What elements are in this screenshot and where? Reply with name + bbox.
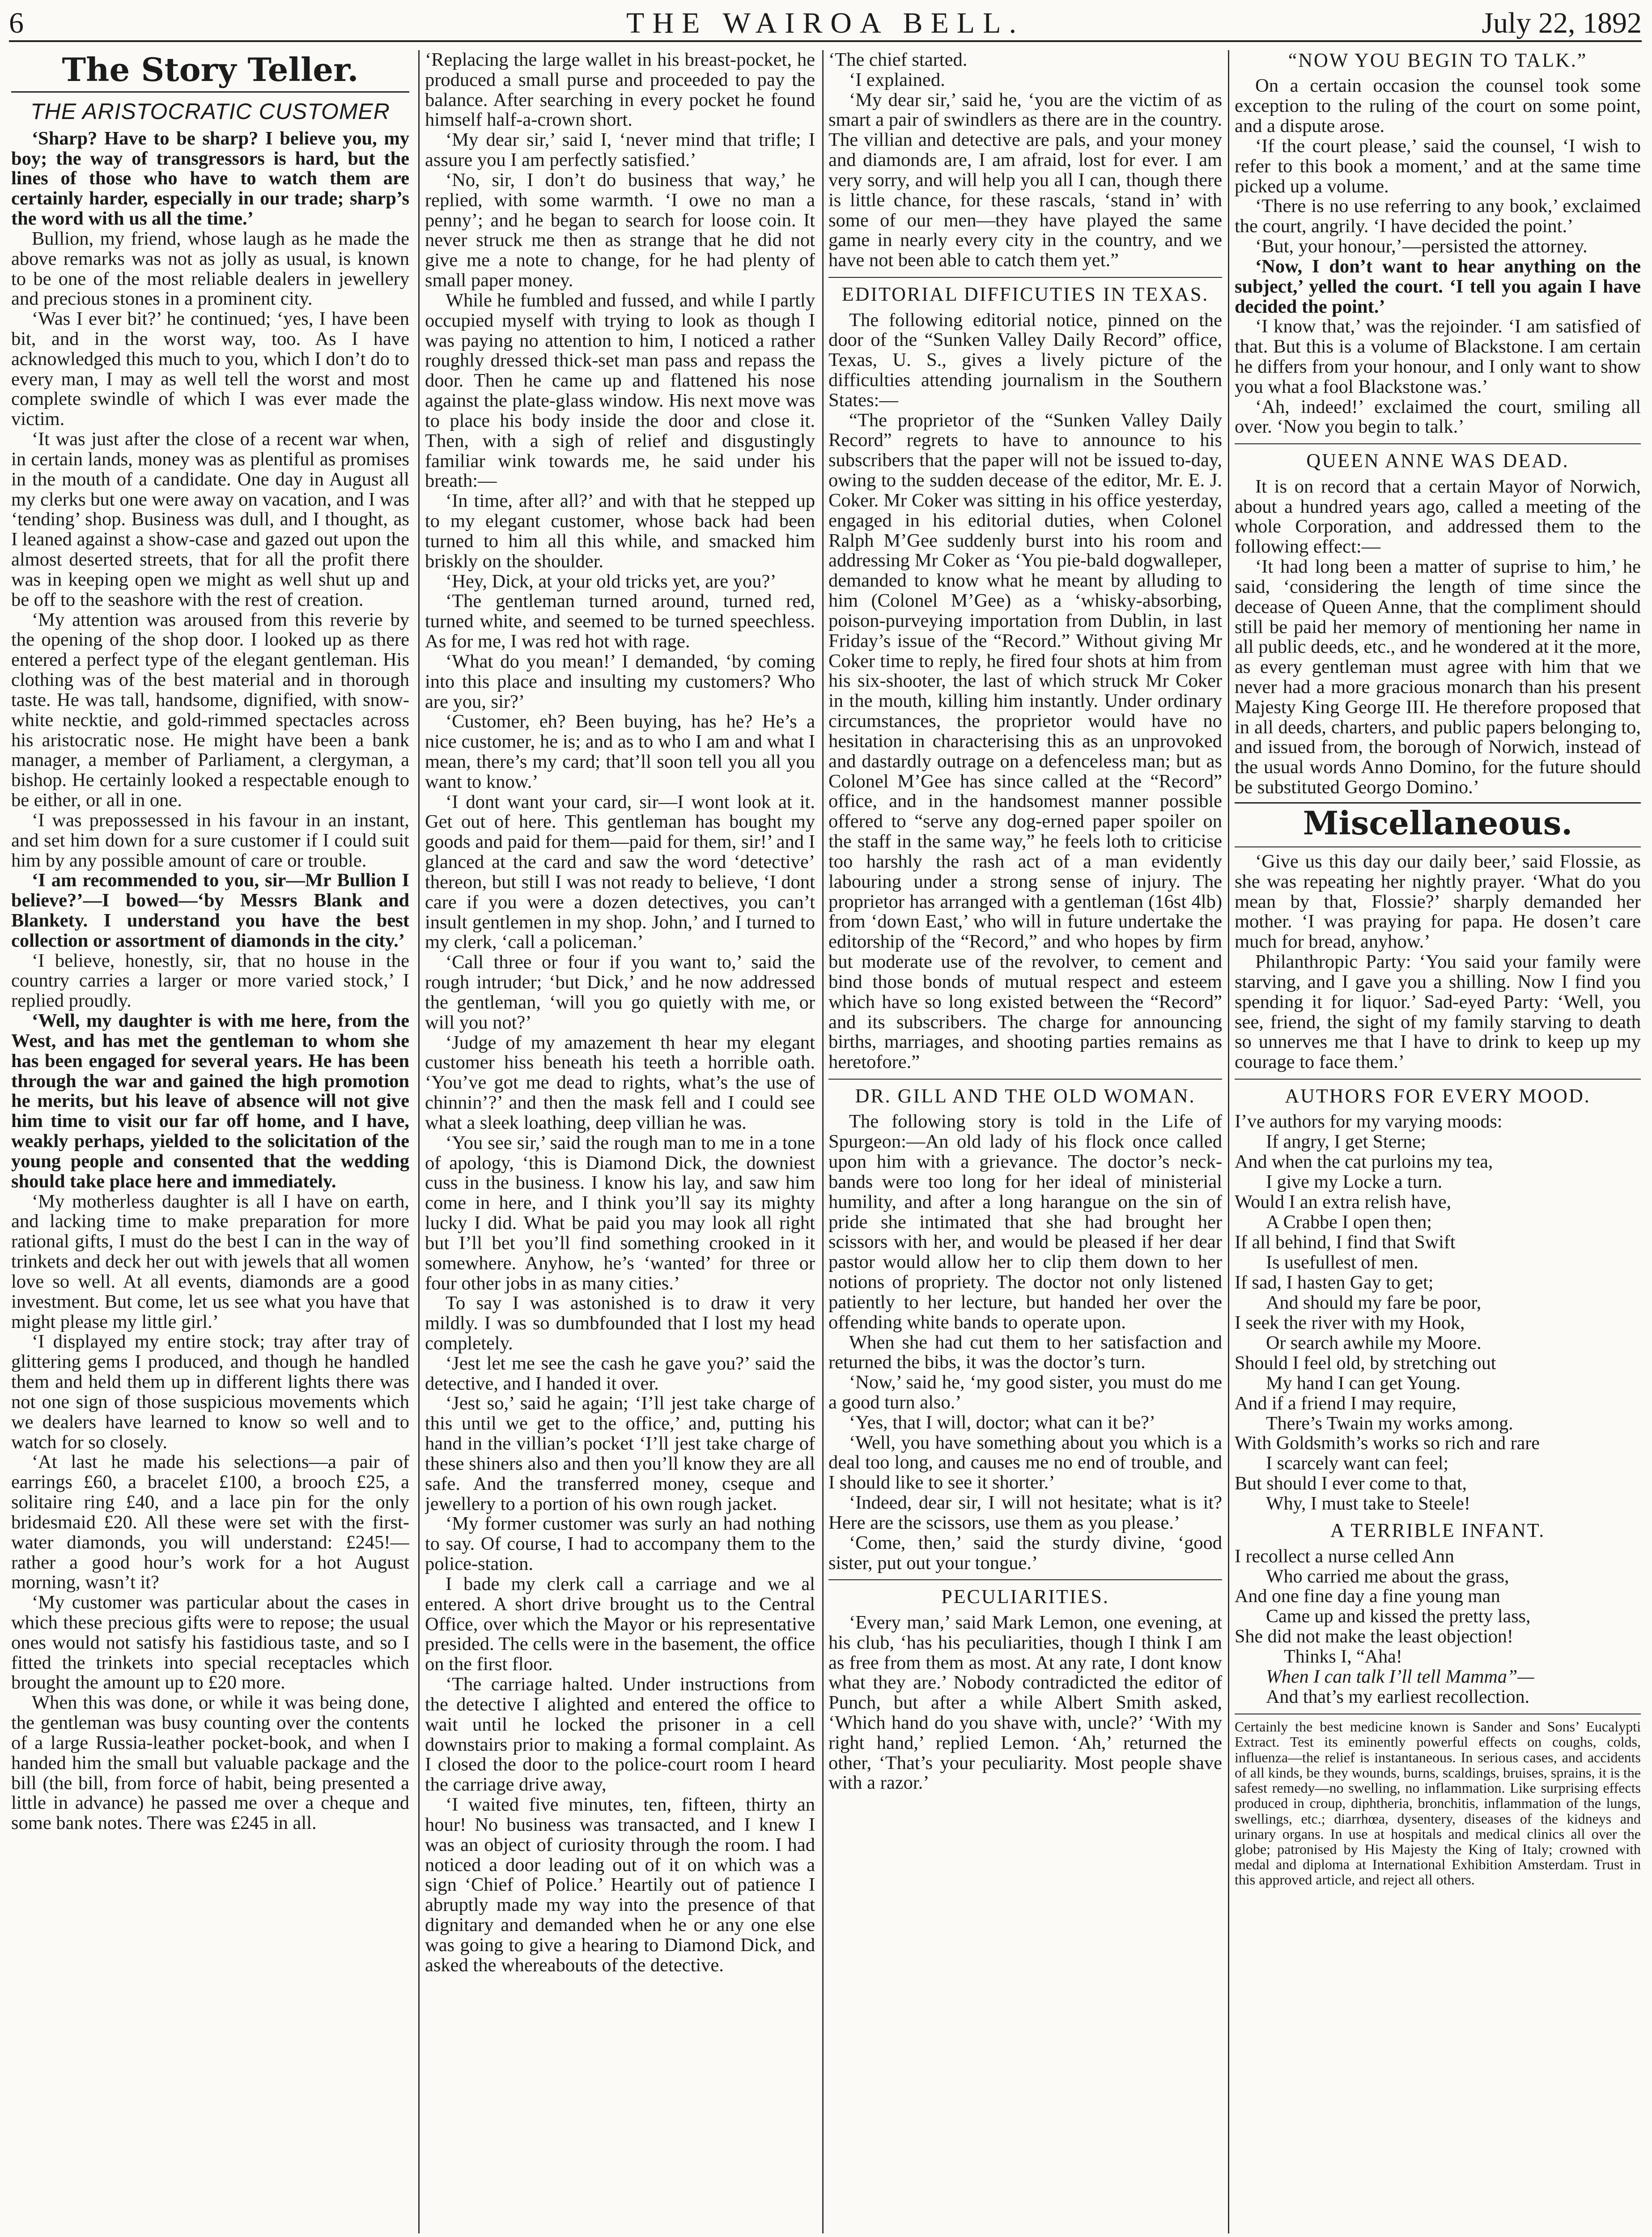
queen-paragraph: It is on record that a certain Mayor of Norwich, about a hundred years ago, called a meeting of the whole Corporation, and addressed them to the following effect:— bbox=[1235, 476, 1641, 557]
divider bbox=[1235, 802, 1641, 804]
story-paragraph: ‘I explained. bbox=[849, 69, 945, 90]
poem-line: And if a friend I may require, bbox=[1235, 1393, 1457, 1414]
column-1 bbox=[11, 50, 409, 2237]
poem-line: My hand I can get Young. bbox=[1266, 1373, 1461, 1394]
editorial-paragraph: “The proprietor of the “Sunken Valley Daily Record” regrets to have to announce to his subscribers that the paper will not be issued to-day, owing to the sudden decease of the editor, Mr. E. J. Coker. Mr Coker was sitting in his office yesterday, engaged in his editorial duties, when Colonel Ralph M’Gee suddenly burst into his room and addressing Mr Coker as ‘You pie-bald dogwalleper, demanded to know what he meant by alluding to him (Colonel M’Gee) as a ‘whisky-absorbing, poison-purveying importation from Dublin, in last Friday’s issue of the “Record.” Without giving Mr Coker time to reply, he fired four shots at him from his six-shooter, the last of which struck Mr Coker in the mouth, killing him instantly. Under ordinary circumstances, the proprietor would have no hesitation in characterising this as an unprovoked and dastardly outrage on a defenceless man; but as Colonel M’Gee has since called at the “Record” office, and in the handsomest manner possible offered to “serve any dog-erned paper spoiler on the staff in the same way,” he feels loth to criticise too harshly the rash act of a man evidently labouring under a strong sense of injury. The proprietor has arranged with a gentleman (16st 4lb) from ‘down East,’ who will in future undertake the editorship of the “Record,” and who hopes by firm but moderate use of the revolver, to cement and bind those bonds of mutual respect and esteem which have so long existed between the “Record” and its subscribers. The charge for announcing births, marriages, and shooting parties remains as heretofore.” bbox=[828, 409, 1222, 1073]
story-paragraph: ‘Well, my daughter is with me here, from the West, and has met the gentleman to whom she has been engaged for several years. He has been through the war and gained the high promotion he merits, but his leave of absence will not give him time to visit our far off home, and I have, weakly perhaps, yielded to the solicitation of the young people and consented that the wedding should take place here and immediately. bbox=[11, 1010, 409, 1192]
authors-poem bbox=[1235, 1112, 1641, 1514]
queen-title: QUEEN ANNE WAS DEAD. bbox=[1306, 450, 1569, 472]
talk-paragraph: ‘Ah, indeed!’ exclaimed the court, smiling all over. ‘Now you begin to talk.’ bbox=[1235, 396, 1641, 438]
misc-paragraph: Philanthropic Party: ‘You said your family were starving, and I gave you a shilling. Now I find you spending it for liquor.’ Sad-eyed Party: ‘Well, you see, friend, the sight of my family starving to death so unnerves me that I have to drink to keep up my courage to face them.’ bbox=[1235, 951, 1641, 1073]
dr-gill-paragraph: ‘Well, you have something about you which is a deal too long, and causes me no end of trouble, and I should like to see it shorter.’ bbox=[828, 1432, 1222, 1493]
poem-line: Came up and kissed the pretty lass, bbox=[1266, 1606, 1531, 1627]
infant-title: A TERRIBLE INFANT. bbox=[1330, 1519, 1546, 1542]
story-paragraph: Bullion, my friend, whose laugh as he made the above remarks was not as jolly as usual, is known to be one of the most reliable dealers in jewellery and precious stones in a prominent city. bbox=[11, 228, 409, 310]
misc-paragraph: ‘Give us this day our daily beer,’ said Flossie, as she was repeating her nightly prayer. ‘What do you mean by that, Flossie?’ sharply demanded her mother. ‘I was praying for papa. He dosen’t care much for bread, anyhow.’ bbox=[1235, 851, 1641, 953]
talk-paragraph: On a certain occasion the counsel took some exception to the ruling of the court on some point, and a dispute arose. bbox=[1235, 75, 1641, 137]
story-paragraph: ‘My dear sir,’ said he, ‘you are the victim of as smart a pair of swindlers as there are in the country. The villian and detective are pals, and your money and diamonds are, I am afraid, lost for ever. I am very sorry, and will help you all I can, though there is little chance, for these rascals, ‘stand in’ with some of our men—they have played the same game in nearly every city in the country, and we have not been able to catch them yet.” bbox=[828, 89, 1222, 271]
poem-line: And that’s my earliest recollection. bbox=[1266, 1687, 1529, 1708]
story-paragraph: ‘Customer, eh? Been buying, has he? He’s a nice customer, he is; and as to who I am and what I mean, there’s my card; that’ll soon tell you all you want to know.’ bbox=[425, 711, 815, 792]
divider bbox=[828, 277, 1222, 278]
poem-line: If angry, I get Sterne; bbox=[1266, 1131, 1426, 1153]
poem-line: With Goldsmith’s works so rich and rare bbox=[1235, 1433, 1540, 1454]
story-paragraph: ‘My attention was aroused from this reverie by the opening of the shop door. I looked up as there entered a perfect type of the elegant gentleman. His clothing was of the best material and in thorough taste. He was tall, handsome, dignified, with snow-white necktie, and gold-rimmed spectacles across his aristocratic nose. He might have been a bank manager, a member of Parliament, a clergyman, a bishop. He certainly looked a respectable enough to be either, or all in one. bbox=[11, 609, 409, 811]
newspaper-title: THE WAIROA BELL. bbox=[626, 7, 1024, 39]
poem-line: A Crabbe I open then; bbox=[1266, 1212, 1432, 1233]
column-2 bbox=[425, 50, 815, 2237]
story-paragraph: ‘Call three or four if you want to,’ said the rough intruder; ‘but Dick,’ and he now addressed the gentleman, ‘will you go quietly with me, or will you not?’ bbox=[425, 952, 815, 1033]
story-paragraph: ‘My motherless daughter is all I have on earth, and lacking time to make preparation for more rational gifts, I must do the best I can in the way of trinkets and deck her out with jewels that all women love so well. At all events, diamonds are a good investment. But come, let us see what you have that might please my little girl.’ bbox=[11, 1191, 409, 1332]
talk-paragraph: ‘But, your honour,’—persisted the attorney. bbox=[1255, 236, 1588, 257]
peculiarities-paragraph: ‘Every man,’ said Mark Lemon, one evening, at his club, ‘has his peculiarities, though I think I am as free from them as most. At any rate, I dont know what they are.’ Nobody contradicted the editor of Punch, but after a while Albert Smith asked, ‘Which hand do you shave with, uncle?’ ‘With my right hand,’ replied Lemon. ‘Ah,’ returned the other, ‘That’s your peculiarity. Most people shave with a razor.’ bbox=[828, 1612, 1222, 1794]
column-rule bbox=[1228, 50, 1229, 2233]
divider bbox=[1235, 846, 1641, 847]
poem-line: Should I feel old, by stretching out bbox=[1235, 1352, 1496, 1374]
story-paragraph: ‘In time, after all?’ and with that he stepped up to my elegant customer, whose back had been turned to him all this while, and smacked him briskly on the shoulder. bbox=[425, 490, 815, 572]
story-paragraph: ‘The chief started. bbox=[828, 50, 968, 70]
section-heading-story-teller: The Story Teller. bbox=[62, 51, 359, 89]
story-paragraph: ‘I am recommended to you, sir—Mr Bullion I believe?’—I bowed—‘by Messrs Blank and Blankety. I understand you have the best collection or assortment of diamonds in the city.’ bbox=[11, 870, 409, 951]
divider bbox=[11, 91, 409, 93]
talk-title: “NOW YOU BEGIN TO TALK.” bbox=[1288, 50, 1588, 71]
story-paragraph: ‘Hey, Dick, at your old tricks yet, are you?’ bbox=[446, 570, 777, 592]
story-paragraph: ‘Jest so,’ said he again; ‘I’ll jest take charge of this until we get to the office,’ and, putting his hand in the villian’s pocket ‘I’ll jest take charge of these shiners also and then you’ll know they are all safe. And the transferred money, cseque and jewellery to a portion of his own rough jacket. bbox=[425, 1393, 815, 1514]
story-paragraph: ‘Was I ever bit?’ he continued; ‘yes, I have been bit, and in the worst way, too. As I have acknowledged this much to you, which I don’t do to every man, I may as well tell the worst and most complete swindle of which I was ever made the victim. bbox=[11, 308, 409, 430]
story-paragraph: ‘You see sir,’ said the rough man to me in a tone of apology, ‘this is Diamond Dick, the downiest cuss in the business. I know his lay, and saw him come in here, and I think you’ll say its mighty lucky I did. What be paid you may look all right but I’ll bet you’ll find something crooked in it somewhere. Anyhow, he’s ‘wanted’ for three or four other jobs in as many cities.’ bbox=[425, 1132, 815, 1294]
story-paragraph: I bade my clerk call a carriage and we al entered. A short drive brought us to the Central Office, over which the Mayor or his representative presided. The cells were in the basement, the office on the first floor. bbox=[425, 1573, 815, 1675]
dr-gill-title: DR. GILL AND THE OLD WOMAN. bbox=[855, 1084, 1196, 1107]
story-paragraph: ‘I was prepossessed in his favour in an instant, and set him down for a sure customer if I could suit him by any possible amount of care or trouble. bbox=[11, 809, 409, 871]
story-paragraph: ‘The carriage halted. Under instructions from the detective I alighted and entered the office to wait until he locked the prisoner in a cell downstairs prior to making a formal complaint. As I closed the door to the police-court room I heard the carriage drive away, bbox=[425, 1674, 815, 1795]
masthead bbox=[9, 5, 1642, 42]
poem-line: Is usefullest of men. bbox=[1266, 1252, 1418, 1273]
poem-line: And should my fare be poor, bbox=[1266, 1292, 1482, 1313]
story-paragraph: ‘I dont want your card, sir—I wont look at it. Get out of here. This gentleman has bought my goods and paid for them—paid for them, sir!’ and I glanced at the card and saw the word ‘detective’ thereon, but still I was not ready to believe, ‘I dont care if you were a dozen detectives, you can’t insult gentlemen in my shop. John,’ and I turned to my clerk, ‘call a policeman.’ bbox=[425, 791, 815, 953]
story-paragraph: ‘It was just after the close of a recent war when, in certain lands, money was as plentiful as promises in the mouth of a candidate. One day in August all my clerks but one were away on vacation, and I was ‘tending’ shop. Business was dull, and I thought, as I leaned against a show-case and gazed out upon the almost deserted streets, that for all the profit there was in keeping open we might as well shut up and be off to the seashore with the rest of creation. bbox=[11, 429, 409, 610]
page-number: 6 bbox=[9, 7, 24, 39]
story-title: THE ARISTOCRATIC CUSTOMER bbox=[30, 98, 390, 124]
poem-line: If sad, I hasten Gay to get; bbox=[1235, 1272, 1434, 1293]
talk-paragraph: ‘There is no use referring to any book,’ exclaimed the court, angrily. ‘I have decided the point.’ bbox=[1235, 196, 1641, 237]
talk-paragraph: ‘Now, I don’t want to hear anything on the subject,’ yelled the court. ‘I tell you again I have decided the point.’ bbox=[1235, 255, 1641, 317]
queen-paragraph: ‘It had long been a matter of suprise to him,’ he said, ‘considering the length of time since the decease of Queen Anne, that the compliment should still be paid her memory of mentioning her name in all public deeds, etc., and he wondered at it the more, as every gentleman must agree with him that we never had a more gracious monarch than his present Majesty King George III. He therefore proposed that in all deeds, charters, and public papers belonging to, and issued from, the borough of Norwich, instead of the usual words Anno Domino, for the future should be substituted Georgo Domino.’ bbox=[1235, 556, 1641, 798]
poem-line: And when the cat purloins my tea, bbox=[1235, 1152, 1493, 1173]
story-paragraph: When this was done, or while it was being done, the gentleman was busy counting over the contents of a large Russia-leather pocket-book, and when I handed him the small but valuable package and the bill (the bill, from force of habit, being presented a little in advance) he passed me over a cheque and some bank notes. There was £245 in all. bbox=[11, 1692, 409, 1834]
column-4 bbox=[1235, 50, 1641, 2237]
poem-line: Or search awhile my Moore. bbox=[1266, 1332, 1482, 1353]
story-paragraph: While he fumbled and fussed, and while I partly occupied myself with trying to look as though I was paying no attention to him, I noticed a rather roughly dressed thick-set man pass and repass the door. Then he came up and flattened his nose against the plate-glass window. His next move was to place his body inside the door and close it. Then, with a sigh of relief and disgustingly familiar wink towards me, he said under his breath:— bbox=[425, 289, 815, 492]
poem-line: If all behind, I find that Swift bbox=[1235, 1232, 1456, 1253]
divider bbox=[1235, 443, 1641, 444]
poem-line: Why, I must take to Steele! bbox=[1266, 1493, 1470, 1514]
poem-line: I give my Locke a turn. bbox=[1266, 1172, 1443, 1193]
talk-paragraph: ‘If the court please,’ said the counsel, ‘I wish to refer to this book a moment,’ and at the same time picked up a volume. bbox=[1235, 135, 1641, 197]
editorial-paragraph: The following editorial notice, pinned on the door of the “Sunken Valley Daily Record” office, Texas, U. S., gives a lively picture of the difficulties attending journalism in the Southern States:— bbox=[828, 309, 1222, 411]
story-paragraph: ‘My dear sir,’ said I, ‘never mind that trifle; I assure you I am perfectly satisfied.’ bbox=[425, 129, 815, 171]
divider bbox=[828, 1579, 1222, 1580]
infant-poem bbox=[1235, 1547, 1641, 1708]
poem-line: Would I an extra relish have, bbox=[1235, 1192, 1452, 1213]
story-paragraph: ‘What do you mean!’ I demanded, ‘by coming into this place and insulting my customers? Who are you, sir?’ bbox=[425, 651, 815, 712]
advertisement: Certainly the best medicine known is Sander and Sons’ Eucalypti Extract. Test its eminently powerful effects on coughs, colds, influenza—the relief is instantaneous. In serious cases, and accidents of all kinds, be they wounds, burns, scaldings, bruises, sprains, it is the safest remedy—no swelling, no inflammation. Like surprising effects produced in croup, diphtheria, bronchitis, inflammation of the lungs, swellings, etc.; diarrhœa, dysentery, diseases of the kidneys and urinary organs. In use at hospitals and medical clinics all over the globe; patronised by His Majesty the King of Italy; crowned with medal and diploma at International Exhibition Amsterdam. Trust in this approved article, and reject all others. bbox=[1235, 1718, 1641, 1888]
story-paragraph: ‘No, sir, I don’t do business that way,’ he replied, with some warmth. ‘I owe no man a penny’; and he began to search for loose coin. It never struck me then as strange that he did not give me a note to change, for he had plenty of small paper money. bbox=[425, 169, 815, 291]
section-heading-miscellaneous: Miscellaneous. bbox=[1303, 804, 1573, 842]
poem-line: I seek the river with my Hook, bbox=[1235, 1312, 1465, 1333]
dr-gill-paragraph: ‘Yes, that I will, doctor; what can it be?’ bbox=[849, 1412, 1155, 1433]
poem-line: Thinks I, “Aha! bbox=[1284, 1646, 1402, 1667]
issue-date: July 22, 1892 bbox=[1482, 7, 1642, 39]
dr-gill-paragraph: ‘Indeed, dear sir, I will not hesitate; what is it? Here are the scissors, use them as you please.’ bbox=[828, 1492, 1222, 1533]
story-paragraph: ‘Jest let me see the cash he gave you?’ said the detective, and I handed it over. bbox=[425, 1352, 815, 1394]
dr-gill-paragraph: ‘Now,’ said he, ‘my good sister, you must do me a good turn also.’ bbox=[828, 1372, 1222, 1413]
story-paragraph: ‘Judge of my amazement th hear my elegant customer hiss beneath his teeth a horrible oath. ‘You’ve got me dead to rights, what’s the use of chinnin’?’ and then the mask fell and I could see what a sleek loathing, deep villian he was. bbox=[425, 1032, 815, 1133]
talk-paragraph: ‘I know that,’ was the rejoinder. ‘I am satisfied of that. But this is a volume of Blackstone. I am certain he differs from your honour, and I only want to show you what a fool Blackstone was.’ bbox=[1235, 316, 1641, 397]
story-paragraph: ‘I believe, honestly, sir, that no house in the country carries a larger or more varied stock,’ I replied proudly. bbox=[11, 950, 409, 1012]
story-paragraph: To say I was astonished is to draw it very mildly. I was so dumbfounded that I lost my head completely. bbox=[425, 1293, 815, 1354]
poem-line: I’ve authors for my varying moods: bbox=[1235, 1111, 1503, 1132]
story-paragraph: ‘My former customer was surly an had nothing to say. Of course, I had to accompany them to the police-station. bbox=[425, 1513, 815, 1575]
authors-title: AUTHORS FOR EVERY MOOD. bbox=[1285, 1085, 1591, 1107]
story-paragraph: ‘The gentleman turned around, turned red, turned white, and seemed to be turned speechless. As for me, I was red hot with rage. bbox=[425, 591, 815, 652]
story-paragraph: ‘Sharp? Have to be sharp? I believe you, my boy; the way of transgressors is hard, but the lines of those who have to watch them are certainly harder, especially in our trade; sharp’s the word with us all the time.’ bbox=[11, 128, 409, 230]
story-body-part-1 bbox=[11, 129, 409, 1833]
dr-gill-paragraph: ‘Come, then,’ said the sturdy divine, ‘good sister, put out your tongue.’ bbox=[828, 1532, 1222, 1574]
dr-gill-paragraph: The following story is told in the Life of Spurgeon:—An old lady of his flock once called upon him with a grievance. The doctor’s neck-bands were too long for her ideal of ministerial humility, and after a long harangue on the sin of pride she intimated that she had brought her scissors with her, and would be pleased if her dear pastor would allow her to clip them down to her notions of propriety. The doctor not only listened patiently to her lecture, but handed her over the offending white bands to operate upon. bbox=[828, 1111, 1222, 1333]
poem-line: I recollect a nurse celled Ann bbox=[1235, 1546, 1454, 1567]
story-paragraph: ‘Replacing the large wallet in his breast-pocket, he produced a small purse and proceeded to pay the balance. After searching in every pocket he found himself half-a-crown short. bbox=[425, 50, 815, 131]
poem-line: And one fine day a fine young man bbox=[1235, 1586, 1500, 1607]
divider bbox=[828, 1079, 1222, 1080]
peculiarities-title: PECULIARITIES. bbox=[941, 1586, 1109, 1608]
poem-line: There’s Twain my works among. bbox=[1266, 1413, 1513, 1434]
column-rule bbox=[418, 50, 420, 2233]
poem-line: Who carried me about the grass, bbox=[1266, 1566, 1509, 1587]
story-paragraph: ‘I waited five minutes, ten, fifteen, thirty an hour! No business was transacted, and I knew I was an object of curiosity through the room. I had noticed a door leading out of it on which was a sign ‘Chief of Police.’ Heartily out of patience I abruptly made my way into the presence of that dignitary and demanded when he or any one else was going to give a hearing to Diamond Dick, and asked the whereabouts of the detective. bbox=[425, 1794, 815, 1976]
editorial-title: EDITORIAL DIFFICUTIES IN TEXAS. bbox=[841, 283, 1209, 306]
poem-line: But should I ever come to that, bbox=[1235, 1473, 1467, 1494]
poem-line: She did not make the least objection! bbox=[1235, 1626, 1513, 1647]
column-rule bbox=[822, 50, 824, 2233]
story-paragraph: ‘My customer was particular about the cases in which these precious gifts were to repose; the usual ones would not satisfy his fastidious taste, and so I fitted the trinkets into special receptacles which brought the amount up to £20 more. bbox=[11, 1592, 409, 1693]
poem-line: When I can talk I’ll tell Mamma”— bbox=[1266, 1667, 1534, 1688]
story-paragraph: ‘I displayed my entire stock; tray after tray of glittering gems I produced, and though he handled them and held them up in different lights there was not one sign of those suspicious movements which we dealers have learned to know so well and to watch for so closely. bbox=[11, 1331, 409, 1453]
poem-line: I scarcely want can feel; bbox=[1266, 1453, 1449, 1474]
story-paragraph: ‘At last he made his selections—a pair of earrings £60, a bracelet £100, a brooch £25, a solitaire ring £40, and a lace pin for the only bridesmaid £20. All these were set with the first-water diamonds, you will understand: £245!—rather a good hour’s work for a hot August morning, wasn’t it? bbox=[11, 1451, 409, 1593]
column-3 bbox=[828, 50, 1222, 2237]
dr-gill-paragraph: When she had cut them to her satisfaction and returned the bibs, it was the doctor’s turn. bbox=[828, 1331, 1222, 1373]
divider bbox=[1235, 1079, 1641, 1080]
